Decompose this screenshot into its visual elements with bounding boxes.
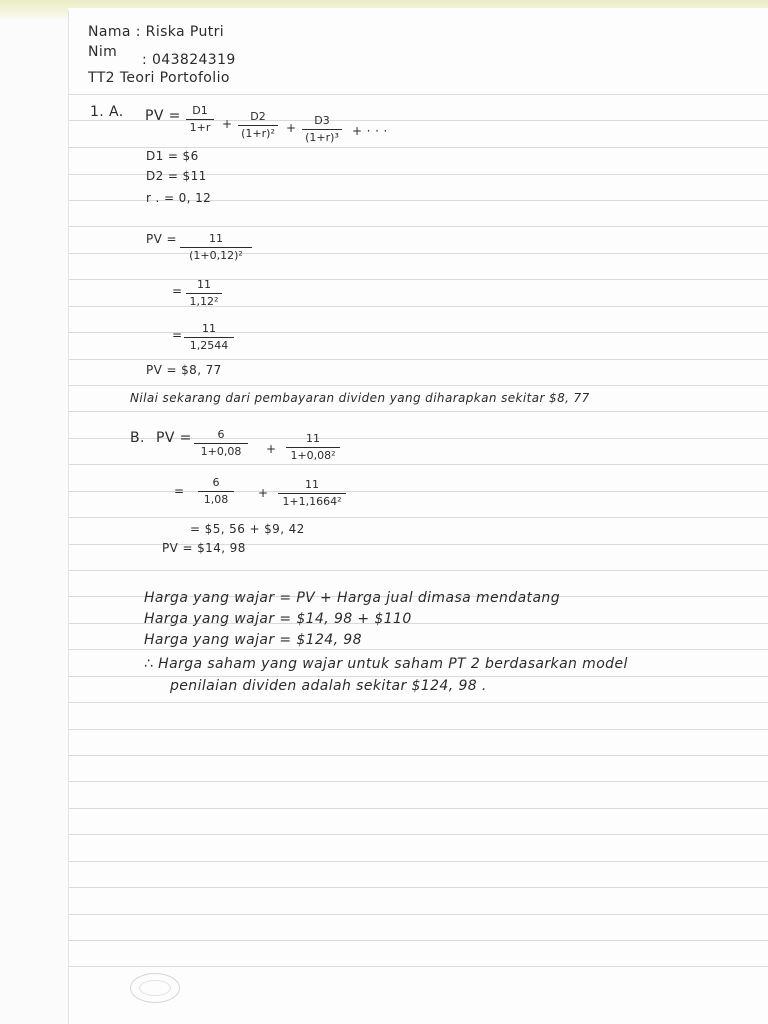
fraction-d3 bbox=[302, 114, 342, 145]
plus-sign: + bbox=[258, 486, 269, 500]
step2-lhs-1b: = bbox=[174, 484, 185, 498]
fraction-1b-step2-term2 bbox=[278, 478, 346, 509]
series-tail: + · · · bbox=[352, 124, 388, 138]
pv-label-1b: PV = bbox=[156, 430, 192, 446]
fraction-denominator: 1+1,1664² bbox=[282, 495, 342, 508]
pv-result-1a: PV = $8, 77 bbox=[146, 363, 222, 377]
fraction-denominator: (1+0,12)² bbox=[189, 249, 243, 262]
fraction-numerator: 11 bbox=[197, 278, 211, 291]
plus-sign: + bbox=[266, 442, 277, 456]
fraction-numerator: 11 bbox=[306, 432, 320, 445]
fraction-d2 bbox=[238, 110, 278, 141]
course-title: TT2 Teori Portofolio bbox=[88, 70, 230, 86]
pv-result-1b: PV = $14, 98 bbox=[162, 541, 246, 555]
d2-value: D2 = $11 bbox=[146, 169, 207, 183]
fraction-numerator: 11 bbox=[209, 232, 223, 245]
fraction-denominator: 1,2544 bbox=[189, 339, 229, 352]
question-1b-label: B. bbox=[130, 430, 145, 446]
pv-step1-fraction bbox=[180, 232, 252, 263]
fraction-numerator: D3 bbox=[314, 114, 330, 127]
student-name: Nama : Riska Putri bbox=[88, 24, 225, 40]
plus-sign: + bbox=[222, 117, 233, 131]
pv-step2-lhs: = bbox=[172, 284, 183, 298]
d1-value: D1 = $6 bbox=[146, 149, 199, 163]
fraction-numerator: 11 bbox=[202, 322, 216, 335]
pv-label: PV = bbox=[145, 108, 181, 124]
fraction-numerator: D2 bbox=[250, 110, 266, 123]
fair-price-line1: Harga yang wajar = PV + Harga jual dimasa mendatang bbox=[144, 590, 560, 606]
final-conclusion-line2: penilaian dividen adalah sekitar $124, 98 . bbox=[170, 678, 487, 694]
fraction-denominator: 1,08 bbox=[203, 493, 229, 506]
pv-step1-lhs: PV = bbox=[146, 232, 177, 246]
fraction-numerator: D1 bbox=[192, 104, 208, 117]
fair-price-line3: Harga yang wajar = $124, 98 bbox=[144, 632, 362, 648]
fraction-1b-step2-term1 bbox=[198, 476, 234, 507]
nim-label: Nim bbox=[88, 44, 118, 60]
fraction-numerator: 6 bbox=[212, 476, 220, 489]
page-margin-line bbox=[68, 10, 69, 1024]
fraction-numerator: 11 bbox=[305, 478, 319, 491]
fraction-denominator: (1+r)³ bbox=[305, 131, 339, 144]
rate-value: r . = 0, 12 bbox=[146, 191, 212, 205]
fraction-denominator: 1+r bbox=[189, 121, 211, 134]
fraction-denominator: (1+r)² bbox=[241, 127, 275, 140]
nim-value: : 043824319 bbox=[142, 52, 236, 68]
pv-step2-fraction bbox=[186, 278, 222, 309]
plus-sign: + bbox=[286, 121, 297, 135]
fraction-denominator: 1+0,08 bbox=[200, 445, 242, 458]
pv-step3-lhs: = bbox=[172, 328, 183, 342]
pv-step3-fraction bbox=[184, 322, 234, 353]
fraction-d1 bbox=[186, 104, 214, 135]
fraction-1b-term2 bbox=[286, 432, 340, 463]
fair-price-line2: Harga yang wajar = $14, 98 + $110 bbox=[144, 611, 412, 627]
fraction-numerator: 6 bbox=[217, 428, 225, 441]
notebook-logo-mark bbox=[130, 973, 180, 1003]
fraction-1b-term1 bbox=[194, 428, 248, 459]
fraction-denominator: 1,12² bbox=[189, 295, 219, 308]
final-conclusion-line1: ∴ Harga saham yang wajar untuk saham PT 2 berdasarkan model bbox=[144, 656, 628, 672]
fraction-denominator: 1+0,08² bbox=[290, 449, 336, 462]
conclusion-1a: Nilai sekarang dari pembayaran dividen yang diharapkan sekitar $8, 77 bbox=[130, 391, 590, 405]
question-1a-label: 1. A. bbox=[90, 104, 124, 120]
step3-1b: = $5, 56 + $9, 42 bbox=[190, 522, 305, 536]
